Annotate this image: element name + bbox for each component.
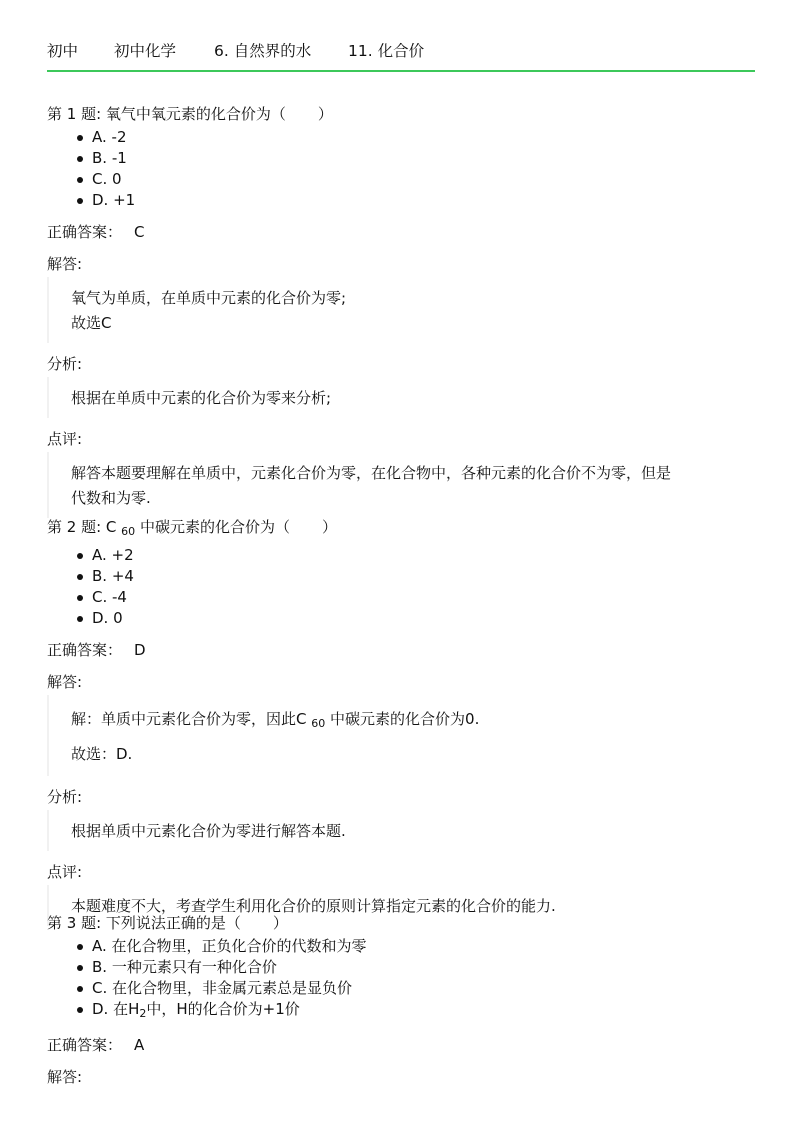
comment-label: 点评: xyxy=(47,863,83,881)
option-b: B. +4 xyxy=(47,566,757,587)
option-c: C. 在化合物里，非金属元素总是显负价 xyxy=(47,978,757,999)
option-c: C. 0 xyxy=(47,169,757,190)
option-list xyxy=(47,127,757,211)
solution-block: 解：单质中元素化合价为零，因此C $_{60}$ 中碳元素的化合价为0. 故选：D. xyxy=(47,695,757,776)
correct-answer: 正确答案： D xyxy=(47,641,146,659)
option-c: C. -4 xyxy=(47,587,757,608)
question-3 xyxy=(47,912,757,1088)
option-d: D. 在$H_2$中，H的化合价为+1价 xyxy=(47,999,757,1024)
breadcrumb-item-level[interactable]: 初中 xyxy=(47,42,79,60)
correct-answer-value: A xyxy=(134,1036,145,1054)
analysis-block: 根据单质中元素化合价为零进行解答本题. xyxy=(47,810,757,851)
question-title: 第 2 题: C $_{60}$ 中碳元素的化合价为（ ） xyxy=(47,518,337,538)
solution-block: 氧气为单质，在单质中元素的化合价为零; 故选C xyxy=(47,277,757,343)
option-b: B. -1 xyxy=(47,148,757,169)
comment-block: 解答本题要理解在单质中，元素化合价为零，在化合物中，各种元素的化合价不为零，但是 代数和为零. xyxy=(47,452,757,518)
option-d: D. +1 xyxy=(47,190,757,211)
analysis-block: 根据在单质中元素的化合价为零来分析; xyxy=(47,377,757,418)
option-list xyxy=(47,936,757,1024)
analysis-label: 分析: xyxy=(47,788,83,806)
breadcrumb xyxy=(47,40,755,72)
option-list xyxy=(47,545,757,629)
option-a: A. +2 xyxy=(47,545,757,566)
breadcrumb-item-chapter[interactable]: 6. 自然界的水 xyxy=(214,42,312,60)
breadcrumb-item-topic[interactable]: 11. 化合价 xyxy=(348,42,425,60)
breadcrumb-item-subject[interactable]: 初中化学 xyxy=(114,42,177,60)
solution-label: 解答: xyxy=(47,255,83,273)
option-d: D. 0 xyxy=(47,608,757,629)
question-1 xyxy=(47,103,757,518)
correct-answer-value: D xyxy=(134,641,146,659)
analysis-label: 分析: xyxy=(47,355,83,373)
solution-label: 解答: xyxy=(47,1068,83,1086)
solution-label: 解答: xyxy=(47,673,83,691)
correct-answer: 正确答案： C xyxy=(47,223,145,241)
option-b: B. 一种元素只有一种化合价 xyxy=(47,957,757,978)
correct-answer-value: C xyxy=(134,223,145,241)
comment-label: 点评: xyxy=(47,430,83,448)
question-2 xyxy=(47,516,757,926)
comment-block: 本题难度不大，考查学生利用化合价的原则计算指定元素的化合价的能力. xyxy=(47,885,757,926)
option-a: A. -2 xyxy=(47,127,757,148)
question-title: 第 1 题: 氧气中氧元素的化合价为（ ） xyxy=(47,105,333,123)
correct-answer: 正确答案： A xyxy=(47,1036,145,1054)
question-title: 第 3 题: 下列说法正确的是（ ） xyxy=(47,914,288,932)
option-a: A. 在化合物里，正负化合价的代数和为零 xyxy=(47,936,757,957)
